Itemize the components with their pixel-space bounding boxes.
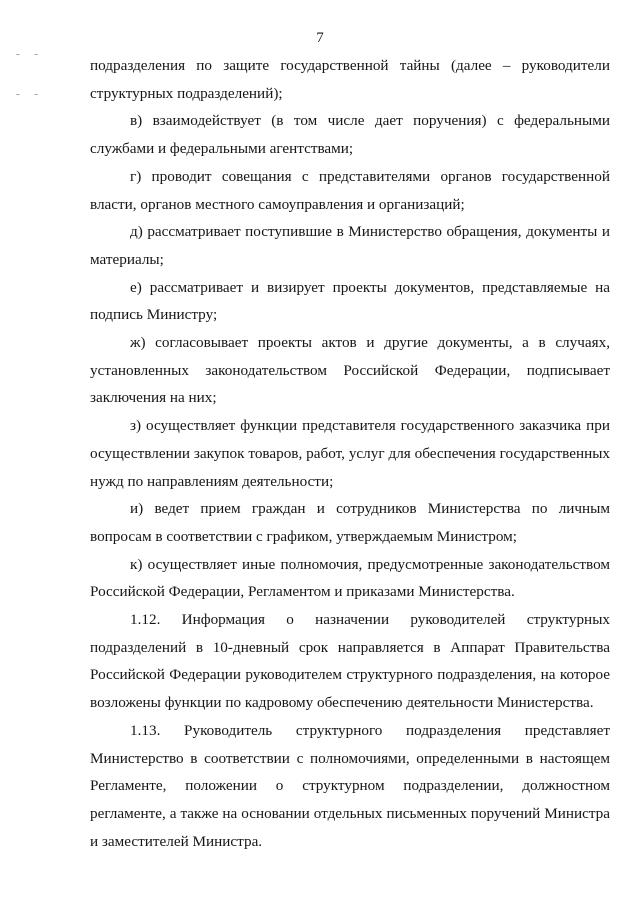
margin-mark: - - [16,88,45,100]
section-1-13: 1.13. Руководитель структурного подразделения представляет Министерство в соответствии с полномочиями, определенными в настоящем Регламенте, положении о структурном подразделении, должностном регламенте, а также на основании отдельных письменных поручений Министра и заместителей Министра. [90,721,610,850]
list-item-zh: ж) согласовывает проекты актов и другие документы, а в случаях, установленных законодательством Российской Федерации, подписывает заключения на них; [90,334,610,407]
list-item-k: к) осуществляет иные полномочия, предусмотренные законодательством Российской Федерации, Регламентом и приказами Министерства. [90,555,610,601]
list-item-d: д) рассматривает поступившие в Министерство обращения, документы и материалы; [90,223,610,268]
list-item-e: е) рассматривает и визирует проекты документов, представляемые на подпись Министру; [90,278,610,324]
page-number: 7 [316,30,324,46]
list-item-z: з) осуществляет функции представителя государственного заказчика при осуществлении закупок товаров, работ, услуг для обеспечения государственных нужд по направлениям деятельности; [90,417,610,490]
paragraph-continuation: подразделения по защите государственной тайны (далее – руководители структурных подразделений); [90,57,610,102]
list-item-g: г) проводит совещания с представителями органов государственной власти, органов местного самоуправления и организаций; [90,167,610,213]
list-item-v: в) взаимодействует (в том числе дает поручения) с федеральными службами и федеральными агентствами; [90,112,610,158]
document-body [90,52,610,855]
list-item-i: и) ведет прием граждан и сотрудников Министерства по личным вопросам в соответствии с графиком, утверждаемым Министром; [90,500,610,545]
margin-mark: - - [16,48,45,60]
section-1-12: 1.12. Информация о назначении руководителей структурных подразделений в 10-дневный срок направляется в Аппарат Правительства Российской Федерации руководителем структурного подразделения, на которое возложены функции по кадровому обеспечению деятельности Министерства. [90,611,610,712]
